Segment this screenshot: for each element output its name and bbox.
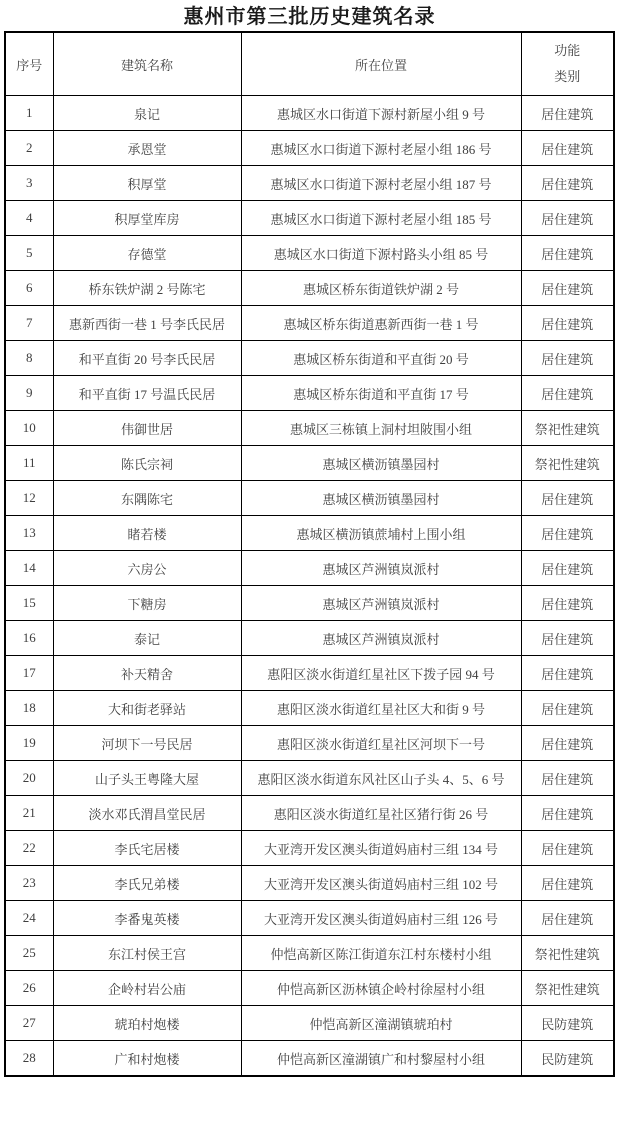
cell-category: 居住建筑	[521, 901, 614, 936]
cell-location: 惠城区芦洲镇岚派村	[241, 551, 521, 586]
table-row	[5, 866, 614, 901]
cell-category: 居住建筑	[521, 691, 614, 726]
cell-serial-number: 25	[5, 936, 53, 971]
cell-location: 仲恺高新区潼湖镇广和村黎屋村小组	[241, 1041, 521, 1077]
cell-building-name: 琥珀村炮楼	[53, 1006, 241, 1041]
historic-buildings-table	[4, 31, 615, 1077]
cell-location: 惠阳区淡水街道东风社区山子头 4、5、6 号	[241, 761, 521, 796]
cell-building-name: 东隅陈宅	[53, 481, 241, 516]
cell-building-name: 企岭村岩公庙	[53, 971, 241, 1006]
cell-serial-number: 16	[5, 621, 53, 656]
cell-building-name: 和平直街 17 号温氏民居	[53, 376, 241, 411]
cell-building-name: 伟御世居	[53, 411, 241, 446]
cell-serial-number: 22	[5, 831, 53, 866]
cell-category: 居住建筑	[521, 96, 614, 131]
cell-serial-number: 12	[5, 481, 53, 516]
cell-serial-number: 27	[5, 1006, 53, 1041]
table-row	[5, 376, 614, 411]
cell-location: 惠城区水口街道下源村新屋小组 9 号	[241, 96, 521, 131]
cell-location: 惠城区水口街道下源村老屋小组 185 号	[241, 201, 521, 236]
cell-building-name: 山子头王粤隆大屋	[53, 761, 241, 796]
cell-category: 居住建筑	[521, 271, 614, 306]
cell-location: 大亚湾开发区澳头街道妈庙村三组 134 号	[241, 831, 521, 866]
cell-category: 民防建筑	[521, 1006, 614, 1041]
cell-serial-number: 11	[5, 446, 53, 481]
cell-location: 惠城区水口街道下源村老屋小组 187 号	[241, 166, 521, 201]
cell-category: 居住建筑	[521, 166, 614, 201]
table-row	[5, 586, 614, 621]
cell-serial-number: 7	[5, 306, 53, 341]
header-row	[5, 32, 614, 96]
cell-serial-number: 18	[5, 691, 53, 726]
header-location: 所在位置	[241, 32, 521, 96]
cell-serial-number: 23	[5, 866, 53, 901]
cell-building-name: 惠新西街一巷 1 号李氏民居	[53, 306, 241, 341]
cell-building-name: 泉记	[53, 96, 241, 131]
cell-category: 居住建筑	[521, 796, 614, 831]
cell-location: 惠城区横沥镇墨园村	[241, 446, 521, 481]
cell-building-name: 河坝下一号民居	[53, 726, 241, 761]
cell-category: 祭祀性建筑	[521, 971, 614, 1006]
cell-location: 惠城区桥东街道铁炉湖 2 号	[241, 271, 521, 306]
cell-serial-number: 28	[5, 1041, 53, 1077]
cell-location: 大亚湾开发区澳头街道妈庙村三组 102 号	[241, 866, 521, 901]
table-row	[5, 131, 614, 166]
header-function-category: 功能 类别	[521, 32, 614, 96]
cell-building-name: 东江村侯王宫	[53, 936, 241, 971]
header-serial-number: 序号	[5, 32, 53, 96]
cell-category: 民防建筑	[521, 1041, 614, 1077]
table-row	[5, 236, 614, 271]
cell-serial-number: 6	[5, 271, 53, 306]
cell-location: 大亚湾开发区澳头街道妈庙村三组 126 号	[241, 901, 521, 936]
cell-location: 惠城区桥东街道和平直街 17 号	[241, 376, 521, 411]
page-title: 惠州市第三批历史建筑名录	[183, 6, 436, 28]
cell-location: 惠城区三栋镇上洞村坦陂围小组	[241, 411, 521, 446]
cell-location: 惠城区水口街道下源村路头小组 85 号	[241, 236, 521, 271]
cell-building-name: 六房公	[53, 551, 241, 586]
table-row	[5, 551, 614, 586]
cell-serial-number: 9	[5, 376, 53, 411]
cell-serial-number: 26	[5, 971, 53, 1006]
cell-serial-number: 24	[5, 901, 53, 936]
cell-serial-number: 17	[5, 656, 53, 691]
table-row	[5, 201, 614, 236]
cell-building-name: 桥东铁炉湖 2 号陈宅	[53, 271, 241, 306]
cell-location: 惠城区桥东街道和平直街 20 号	[241, 341, 521, 376]
table-row	[5, 166, 614, 201]
cell-location: 仲恺高新区陈江街道东江村东楼村小组	[241, 936, 521, 971]
cell-serial-number: 19	[5, 726, 53, 761]
header-building-name: 建筑名称	[53, 32, 241, 96]
table-row	[5, 621, 614, 656]
cell-category: 居住建筑	[521, 341, 614, 376]
cell-location: 惠城区水口街道下源村老屋小组 186 号	[241, 131, 521, 166]
table-row	[5, 936, 614, 971]
table-row	[5, 1041, 614, 1077]
table-row	[5, 901, 614, 936]
cell-location: 惠城区横沥镇蔗埔村上围小组	[241, 516, 521, 551]
table-row	[5, 691, 614, 726]
cell-building-name: 大和街老驿站	[53, 691, 241, 726]
cell-location: 惠城区横沥镇墨园村	[241, 481, 521, 516]
cell-category: 居住建筑	[521, 551, 614, 586]
table-row	[5, 411, 614, 446]
cell-building-name: 广和村炮楼	[53, 1041, 241, 1077]
cell-building-name: 李番鬼英楼	[53, 901, 241, 936]
cell-serial-number: 1	[5, 96, 53, 131]
cell-serial-number: 13	[5, 516, 53, 551]
cell-serial-number: 2	[5, 131, 53, 166]
cell-category: 居住建筑	[521, 656, 614, 691]
cell-location: 惠阳区淡水街道红星社区下拨子园 94 号	[241, 656, 521, 691]
cell-category: 居住建筑	[521, 726, 614, 761]
cell-category: 祭祀性建筑	[521, 936, 614, 971]
cell-location: 仲恺高新区潼湖镇琥珀村	[241, 1006, 521, 1041]
cell-serial-number: 3	[5, 166, 53, 201]
cell-building-name: 下糖房	[53, 586, 241, 621]
cell-building-name: 睹若楼	[53, 516, 241, 551]
table-row	[5, 96, 614, 131]
cell-category: 居住建筑	[521, 376, 614, 411]
cell-category: 祭祀性建筑	[521, 411, 614, 446]
cell-building-name: 承恩堂	[53, 131, 241, 166]
cell-location: 惠阳区淡水街道红星社区大和街 9 号	[241, 691, 521, 726]
cell-building-name: 存德堂	[53, 236, 241, 271]
cell-serial-number: 20	[5, 761, 53, 796]
cell-category: 居住建筑	[521, 306, 614, 341]
cell-building-name: 补天精舍	[53, 656, 241, 691]
cell-category: 居住建筑	[521, 621, 614, 656]
cell-building-name: 陈氏宗祠	[53, 446, 241, 481]
table-row	[5, 796, 614, 831]
cell-building-name: 李氏宅居楼	[53, 831, 241, 866]
table-row	[5, 341, 614, 376]
cell-building-name: 积厚堂	[53, 166, 241, 201]
cell-building-name: 泰记	[53, 621, 241, 656]
cell-category: 居住建筑	[521, 831, 614, 866]
table-row	[5, 446, 614, 481]
cell-category: 居住建筑	[521, 761, 614, 796]
cell-building-name: 李氏兄弟楼	[53, 866, 241, 901]
cell-category: 居住建筑	[521, 236, 614, 271]
cell-serial-number: 14	[5, 551, 53, 586]
cell-location: 仲恺高新区沥林镇企岭村徐屋村小组	[241, 971, 521, 1006]
table-row	[5, 971, 614, 1006]
table-body	[5, 96, 614, 1077]
cell-serial-number: 15	[5, 586, 53, 621]
table-row	[5, 656, 614, 691]
cell-serial-number: 4	[5, 201, 53, 236]
cell-location: 惠城区芦洲镇岚派村	[241, 586, 521, 621]
cell-serial-number: 8	[5, 341, 53, 376]
table-header	[5, 32, 614, 96]
table-row	[5, 271, 614, 306]
cell-building-name: 积厚堂库房	[53, 201, 241, 236]
cell-serial-number: 21	[5, 796, 53, 831]
cell-location: 惠阳区淡水街道红星社区河坝下一号	[241, 726, 521, 761]
table-row	[5, 306, 614, 341]
cell-category: 居住建筑	[521, 866, 614, 901]
cell-building-name: 和平直街 20 号李氏民居	[53, 341, 241, 376]
cell-category: 居住建筑	[521, 201, 614, 236]
table-row	[5, 831, 614, 866]
cell-category: 居住建筑	[521, 516, 614, 551]
cell-serial-number: 10	[5, 411, 53, 446]
cell-location: 惠城区芦洲镇岚派村	[241, 621, 521, 656]
table-row	[5, 516, 614, 551]
table-row	[5, 1006, 614, 1041]
cell-category: 居住建筑	[521, 131, 614, 166]
cell-location: 惠城区桥东街道惠新西街一巷 1 号	[241, 306, 521, 341]
table-row	[5, 726, 614, 761]
cell-category: 居住建筑	[521, 481, 614, 516]
cell-location: 惠阳区淡水街道红星社区猪行街 26 号	[241, 796, 521, 831]
cell-serial-number: 5	[5, 236, 53, 271]
cell-category: 居住建筑	[521, 586, 614, 621]
table-row	[5, 481, 614, 516]
table-row	[5, 761, 614, 796]
cell-category: 祭祀性建筑	[521, 446, 614, 481]
cell-building-name: 淡水邓氏渭昌堂民居	[53, 796, 241, 831]
